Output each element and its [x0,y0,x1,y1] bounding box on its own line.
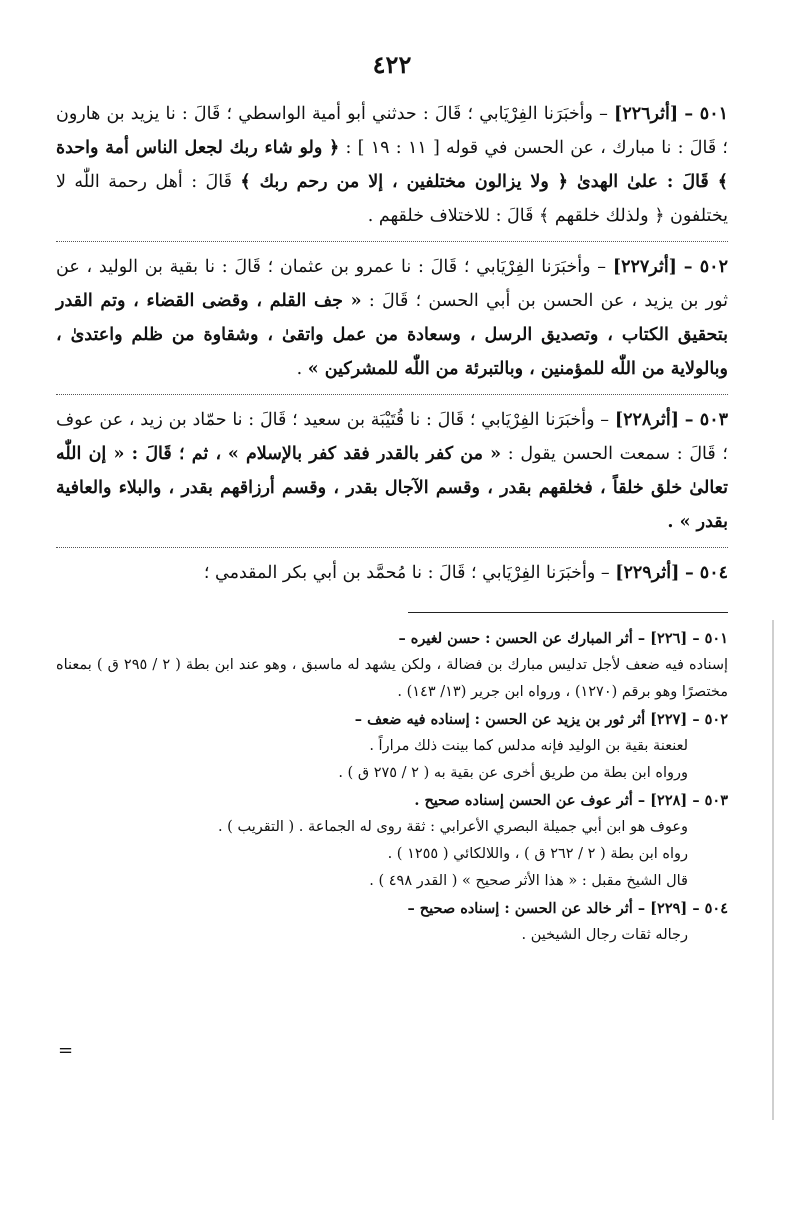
entry-501 [56,97,728,233]
page-number: ٤٢٢ [372,50,412,79]
entry-number: ٥٠٢ – [683,257,728,277]
entry-ref: [أثر٢٢٩] [615,563,680,583]
note-heading: ٥٠٣ – [٢٢٨] – أثر عوف عن الحسن إسناده صحيح . [414,792,728,809]
entry-tail: قَالَ : أهل رحمة اللّٰه لا يختلفون ﴿ ولذلك خلقهم ﴾ قَالَ : للاختلاف خلقهم . [56,172,728,226]
note-line: قال الشيخ مقبل : « هذا الأثر صحيح » ( القدر ٤٩٨ ) . [369,873,688,889]
note-line: لعنعنة بقية بن الوليد فإنه مدلس كما بينت ذلك مراراً . [369,738,688,754]
entry-tail: . [296,359,303,379]
main-text [56,97,728,590]
entry-503 [56,394,728,539]
entry-text: – وأخبَرَنا الفِرْيَابي ؛ قَالَ : نا قُتَيْبَة بن سعيد ؛ قَالَ : نا حمّاد بن زيد ، عن عوف ؛ قَالَ : سمعت الحسن يقول : [56,410,728,464]
entry-text: – وأخبَرَنا الفِرْيَابي ؛ قَالَ : حدثني أبو أمية الواسطي ؛ قَالَ : نا يزيد بن هارون ؛ قَالَ : نا مبارك ، عن الحسن في قوله [ ١١ : ١٩ ] : [56,104,728,158]
page-edge-shadow [772,620,774,1120]
entry-text: – وأخبَرَنا الفِرْيَابي ؛ قَالَ : نا عمرو بن عثمان ؛ قَالَ : نا بقية بن الوليد ، عن ثور بن يزيد ، عن الحسن بن أبي الحسن ؛ قَالَ : [56,257,728,311]
entry-quote: ﴿ ولو شاء ربك لجعل الناس أمة واحدة ﴾ قَالَ : علىٰ الهدىٰ ﴿ ولا يزالون مختلفين ، إلا من رحم ربك ﴾ [56,138,728,192]
entry-number: ٥٠١ – [684,104,728,124]
entry-number: ٥٠٤ – [684,563,728,583]
entry-ref: [أثر٢٢٨] [614,410,679,430]
entry-quote: « من كفر بالقدر فقد كفر بالإسلام » [227,444,502,464]
book-page [56,50,728,949]
entry-tail: ، ثم ؛ قَالَ : « إن اللّٰه تعالىٰ خلق خلقاً ، فخلقهم بقدر ، وقسم الآجال بقدر ، وقسم أرزاقهم بقدر ، والبلاء والعافية بقدر » . [56,444,728,532]
note-heading: ٥٠٤ – [٢٢٩] – أثر خالد عن الحسن : إسناده صحيح – [407,900,728,917]
entry-502 [56,241,728,386]
entry-ref: [أثر٢٢٧] [612,257,677,277]
note-heading: ٥٠٢ – [٢٢٧] أثر ثور بن يزيد عن الحسن : إسناده فيه ضعف – [354,711,728,728]
entry-number: ٥٠٣ – [684,410,728,430]
entry-504 [56,547,728,590]
footnote-divider [408,612,728,613]
footnotes [56,625,728,949]
note-line: رجاله ثقات رجال الشيخين . [521,927,688,943]
note-line: إسناده فيه ضعف لأجل تدليس مبارك بن فضالة ، ولكن يشهد له ماسبق ، وهو عند ابن بطة ( ٢ / ٢٩٥ ق ) بمعناه مختصرًا وهو برقم (١٢٧٠) ، ورواه ابن جرير (١٣/ ١٤٣) . [56,657,728,700]
entry-text: – وأخبَرَنا الفِرْيَابي ؛ قَالَ : نا مُحمَّد بن أبي بكر المقدمي ؛ [203,563,610,583]
entry-ref: [أثر٢٢٦] [614,104,679,124]
note-line: وعوف هو ابن أبي جميلة البصري الأعرابي : ثقة روى له الجماعة . ( التقريب ) . [217,819,688,835]
note-heading: ٥٠١ – [٢٢٦] – أثر المبارك عن الحسن : حسن لغيره – [398,630,728,647]
note-line: ورواه ابن بطة من طريق أخرى عن بقية به ( ٢ / ٢٧٥ ق ) . [338,765,688,781]
entry-quote: « جف القلم ، وقضى القضاء ، وتم القدر بتحقيق الكتاب ، وتصديق الرسل ، وسعادة من عمل واتقىٰ ، وشقاوة من ظلم واعتدىٰ ، وبالولاية من اللّٰه للمؤمنين ، وبالتبرئة من اللّٰه للمشركين » [56,291,728,379]
note-line: رواه ابن بطة ( ٢ / ٢٦٢ ق ) ، واللالكائي ( ١٢٥٥ ) . [387,846,688,862]
continuation-mark: = [58,1040,74,1061]
